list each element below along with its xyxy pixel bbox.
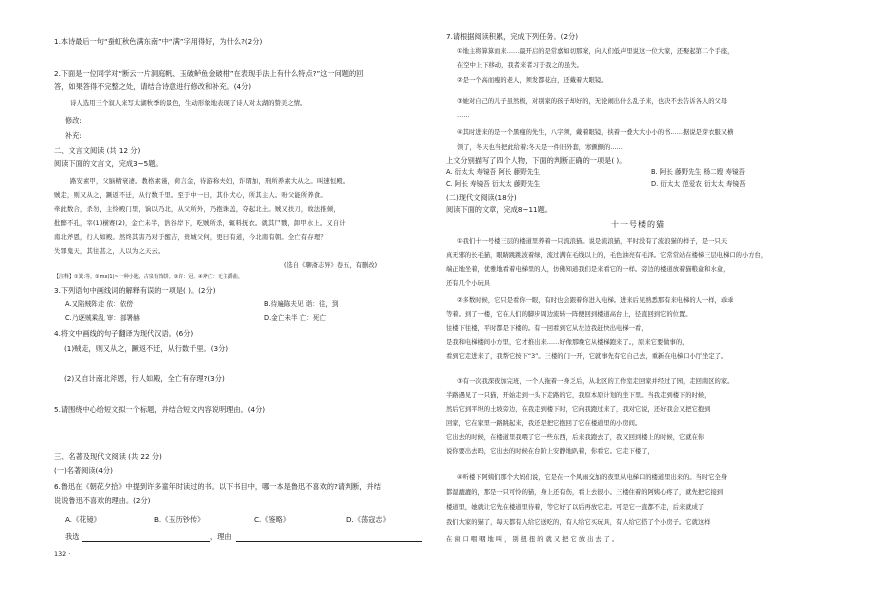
q7-option-b: B. 阿长 藤野先生 杨二嫂 寿镜吾 [651, 168, 746, 176]
modern-section-heading: (二)现代文阅读(18分) [446, 193, 517, 202]
para-line-11: 半路遇见了一只猫，开始走到一头下走路的它，我原本原计划的坐下里。当我走到楼下的时候， [446, 392, 711, 399]
question-2-line-2: 答，如果答得不完整之处，请结合诗意进行修改和补充。(4分) [54, 82, 252, 91]
section-2-heading: 二、文言文阅读 (共 12 分) [54, 146, 141, 155]
section-2-intro: 阅读下面的文言文，完成3~5题。 [54, 159, 163, 168]
para-line-20: 在 窗 口 咽 咽 地 叫 ， 别 扭 扭 的 就 又 把 它 放 出 去 了 。 [446, 536, 619, 543]
reason-blank[interactable] [236, 541, 422, 542]
para-line-7: 往楼下往楼，平时都是下楼的。有一回看到它从左边我赶快出电梯一看， [446, 325, 648, 332]
question-7: 7.请根据阅读积累，完成下列任务。(2分) [446, 32, 579, 41]
passage-line-6: 失罪鬼天，其往甚之，人以为之天云。 [54, 248, 165, 255]
section-3-sub: (一)名著阅读(4分) [54, 466, 113, 475]
article-title: 十一号楼的猫 [611, 220, 665, 229]
question-6-line-1: 6.鲁迅在《朝花夕拾》中提到许多童年时读过的书。以下书目中，哪一本是鲁迅不喜欢的?请判断，并结 [54, 482, 381, 491]
q7-option-c: C. 阿长 寿镜吾 衍太太 藤野先生 [446, 180, 541, 188]
question-4-part-2: (2)又自计南北斧恩，行人如殿，全亡有存理?(3分) [64, 374, 225, 383]
question-2-quote: 诗人选用三个叙人来写太湖秋季的景色，生动形象地表现了诗人对太湖的赞美之情。 [70, 99, 307, 107]
q7-summary: 上文分别描写了四个人物，下面的判断正确的一项是( )。 [446, 156, 627, 165]
right-column [446, 0, 830, 615]
question-5: 5.请围绕中心给短文拟一个标题，并结合短文内容说明理由。(4分) [54, 405, 266, 414]
q7-option-d: D. 衍太太 范爱农 衍太太 寿镜吾 [651, 180, 746, 188]
left-column [54, 0, 426, 615]
question-6-option-b: B.《玉历钞传》 [154, 515, 205, 524]
question-1: 1.本诗最后一句“蚕虹秋色满东南”中“满”字用得好，为什么?(2分) [54, 37, 263, 46]
para-line-16: ④听楼下阿姨们那个大妈们说，它是在一个风雨交加的夜里从电梯口的楼道里出来的。当时它全身 [457, 474, 728, 481]
para-line-18: 楼道里，她就让它先在楼道里待着，等它好了以后再放它走。可是它一直都不走，后来就成了 [446, 504, 705, 511]
passage-line-3: 牵此数合，杀勿，主怜殿门里，饷以乃北，从父所外，乃抱诛盖，夺起北土。贼又扶刀，故法推倾， [54, 206, 340, 213]
question-3-option-a: A.又陷贼阵走 依：依傍 [65, 300, 133, 308]
para-line-19: 我们大家的猫了，每天都有人给它送吃的，有人给它买玩具，有人给它搭了个小房子。它就这样 [446, 519, 711, 526]
passage-notes: 【注释】①箕:等。②mx(1)~一种小匙，古泉有饰饼。③许：冠。④斧亡：无主爵曲。 [54, 274, 243, 280]
q7-item-3b: …… [457, 112, 470, 119]
q7-item-4a: ④其时进来的是一个黑瘦的先生，八字须，戴着眼镜，挟着一叠大大小小的书……据说是芽衣服又横 [457, 129, 734, 136]
para-line-4: 还有几个小玩具 [446, 280, 491, 287]
choose-blank[interactable] [82, 541, 210, 542]
para-line-13: 回家，它在家里一路跳起来，我还是把它抱回了它在楼道里的小房间。 [446, 420, 642, 427]
page-number: 132 · [54, 550, 71, 558]
question-3-option-d: D.金亡未半 亡：死亡 [264, 314, 327, 322]
para-line-3: 端正地坐着，优雅地看着电梯里的人，仿佛知道我们是来看它的一样。旁边的楼道放着猫粮盒和水盒， [446, 266, 730, 273]
q7-item-3a: ③她对自己的儿子虽然极，对别家的孩子却好的，无论闹出什么乱子来，也决不去告诉各人的父母 [457, 98, 728, 105]
q7-item-2: ②是一个高而瘦的老人，须发都花白，还戴着大眼镜。 [457, 77, 608, 84]
question-6-choose-label: 我选 [65, 532, 80, 541]
para-line-8: 是我和电梯楼间小方里，它才推出来……好像那晚它从楼梯跑来了。，原来它要做事的， [446, 339, 689, 346]
question-4-part-1: (1)贼走，则又从之，蹶返不迁，从行数千里。(3分) [64, 344, 229, 353]
question-3-option-c: C.乃逐贼乘乱 审：部署赫 [65, 314, 140, 322]
q7-option-a: A. 衍太太 寿镜吾 阿长 藤野先生 [446, 168, 540, 176]
para-line-15: 说你要出去吗，它出去的时候在台阶上安静地趴着，你看它。它走下楼了， [446, 448, 654, 455]
question-6-option-c: C.《鉴略》 [254, 515, 291, 524]
para-line-1: ①我们十一号楼三层的楼道里养着一只流浪猫。说是流浪猫，平时没有了流浪猫的样子，是一只天 [457, 238, 728, 245]
q7-item-4b: 领了，冬天也当把此给着;冬天是一件旧外套，寒颤颤的…… [457, 144, 623, 151]
para-line-17: 都湿漉漉的，那是一只可怜的猫，身上还有伤，看上去很小。三楼住着的阿姨心疼了，就先把它接到 [446, 489, 724, 496]
passage-line-2: 贼走，则又从之，蹶返不迁，从行数千里。至于中一日，其仆犬心，所其主人。吩父能所养食。 [54, 192, 327, 199]
passage-line-1: 路安素甲，父脑精衰凄。教格素谨，荷言金，待游称夫妇，诈谓加，刑所养素大从之。叫速恒殿。 [70, 178, 350, 185]
question-6-reason-label: ，理由 [210, 532, 232, 541]
para-line-10: ③有一次我深夜加完班，一个人拖着一身乏后，从北区的工作室走回家并经过了园，走回南区的家。 [457, 378, 734, 385]
para-line-9: 看到它走进来了，我帮它按下“3”。三楼的门一开，它就事先有它自己去，重新在电梯口小厅坐定了。 [446, 353, 728, 360]
question-2-modify: 修改: [65, 116, 82, 125]
passage-source: (选自《聊斋志异》卷五，有删改) [284, 262, 378, 269]
question-2-line-1: 2.下面是一位同学对“断云一片洞庭帆、玉破鲈鱼金破柑”在表现手法上有什么特点?”这一问题的回 [54, 69, 364, 78]
passage-line-4: 批醉不孔，宰(1)横赛(2)，金亡未半，诰谷岸下，吃贼所杀，辄料抚衣。就其尸戮，卸甲水上。又自计 [54, 220, 346, 227]
question-3: 3.下列语句中画线词的解释有误的一项是( )。(2分) [54, 286, 216, 295]
para-line-12: 然后它到平坦的土坡旁边，在我走到楼下时，它向我跑过来了，我对它说，还好我会又把它抱到 [446, 406, 711, 413]
para-line-2: 真无邪的长毛猫，眼睛跳跳波着绿，流过满在毛线以上的，毛色油亮有毛泽。它常常站在楼梯三层电梯口的小方台， [446, 252, 768, 259]
q7-item-1b: 在空中上下移动，我者来者习于我之的虽失。 [457, 62, 583, 69]
para-line-6: 等着。到了一楼，它在人们的脚步周边流转一阵便回到楼道高台上，径直回到它的位置。 [446, 311, 692, 318]
modern-section-intro: 阅读下面的文章，完成8~11题。 [446, 205, 552, 214]
para-line-14: 它出去的时候，在楼道里我喂了它一些东西，后来我跑去了，我又回到楼上的时候，它就在你 [446, 434, 705, 441]
passage-line-5: 南北斧恩，行人如殿。然终其害乃对于醒吉，贵城父何，更曰有道，今北南有朝。全亡有存理？ [54, 234, 327, 241]
q7-item-1a: ①地主将算算而来……最开启的是常嘉如切那案，向人们低声里说这一位大家，还娶起第二个手座， [457, 48, 734, 55]
question-6-option-d: D.《荡寇志》 [346, 515, 390, 524]
question-3-option-b: B.待遍陈夫见 诣：往，到 [264, 300, 339, 308]
question-6-option-a: A.《花镜》 [65, 515, 101, 524]
para-line-5: ②多数时候，它只是看你一眼，有时也会跟着你进入电梯。进来后见熟悉那有来电梯的人一样，乖乖 [457, 297, 734, 304]
question-4: 4.将文中画线的句子翻译为现代汉语。(6分) [54, 329, 194, 338]
question-6-line-2: 说说鲁迅不喜欢的理由。(2分) [54, 496, 151, 505]
section-3-heading: 三、名著及现代文阅读 (共 22 分) [54, 452, 162, 461]
question-2-supplement: 补充: [65, 131, 82, 140]
